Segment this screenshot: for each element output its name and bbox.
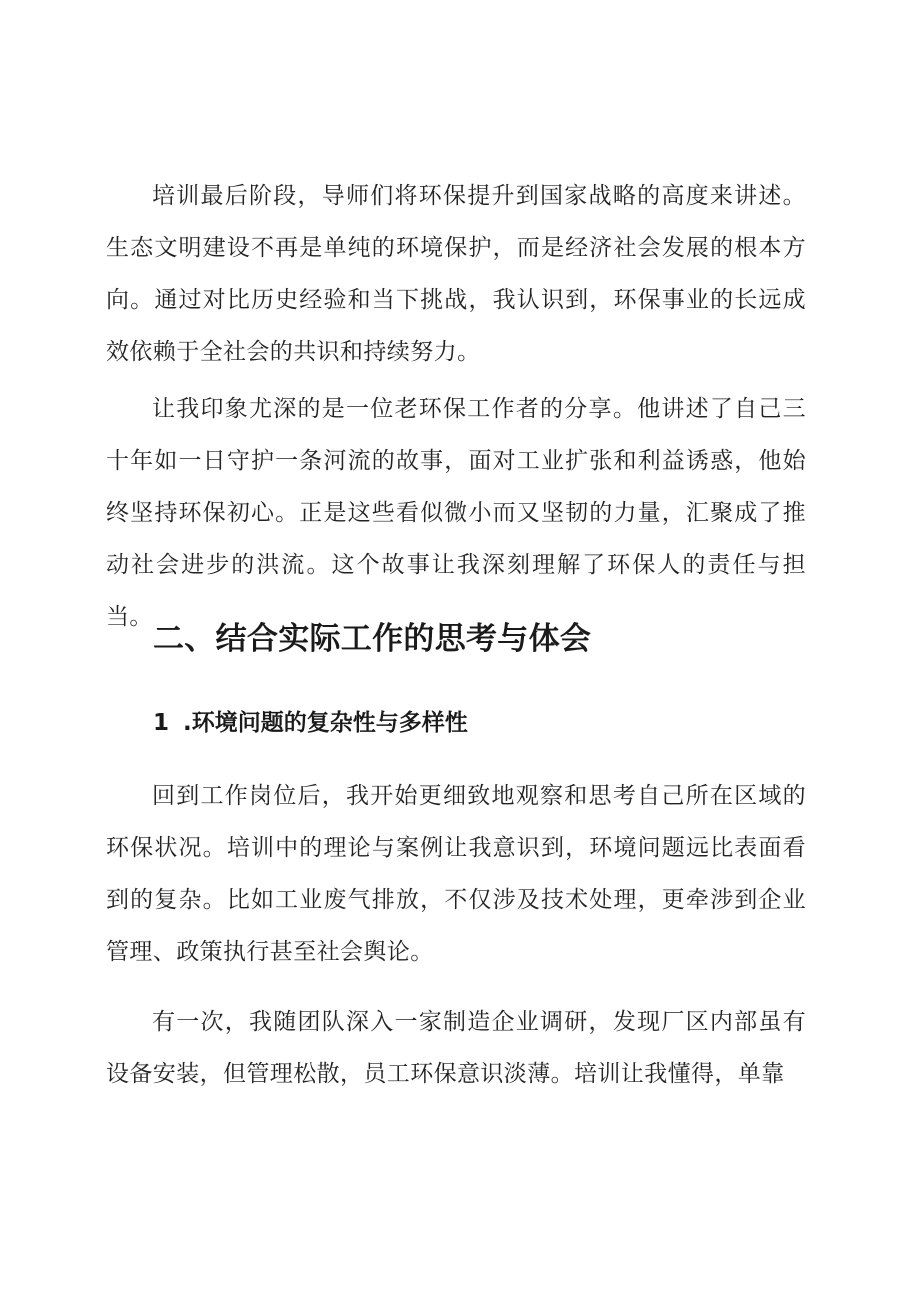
paragraph-field-research: 有一次，我随团队深入一家制造企业调研，发现厂区内部虽有设备安装，但管理松散，员工环保意识淡薄。培训让我懂得，单靠 [106, 1009, 806, 1087]
section-heading: 二、结合实际工作的思考与体会 [153, 621, 592, 657]
paragraph-back-to-work: 回到工作岗位后，我开始更细致地观察和思考自己所在区域的环保状况。培训中的理论与案例让我意识到，环境问题远比表面看到的复杂。比如工业废气排放，不仅涉及技术处理，更牵涉到企业管理、政策执行甚至社会舆论。 [106, 783, 806, 965]
paragraph-training-final-stage: 培训最后阶段，导师们将环保提升到国家战略的高度来讲述。生态文明建设不再是单纯的环境保护，而是经济社会发展的根本方向。通过对比历史经验和当下挑战，我认识到，环保事业的长远成效依赖于全社会的共识和持续努力。 [106, 183, 806, 365]
subsection-title: .环境问题的复杂性与多样性 [183, 710, 468, 736]
paragraph-veteran-story: 让我印象尤深的是一位老环保工作者的分享。他讲述了自己三十年如一日守护一条河流的故事，面对工业扩张和利益诱惑，他始终坚持环保初心。正是这些看似微小而又坚韧的力量，汇聚成了推动社会进步的洪流。这个故事让我深刻理解了环保人的责任与担当。 [106, 396, 806, 630]
subsection-number: 1 [153, 710, 170, 736]
subsection-heading [153, 707, 468, 739]
